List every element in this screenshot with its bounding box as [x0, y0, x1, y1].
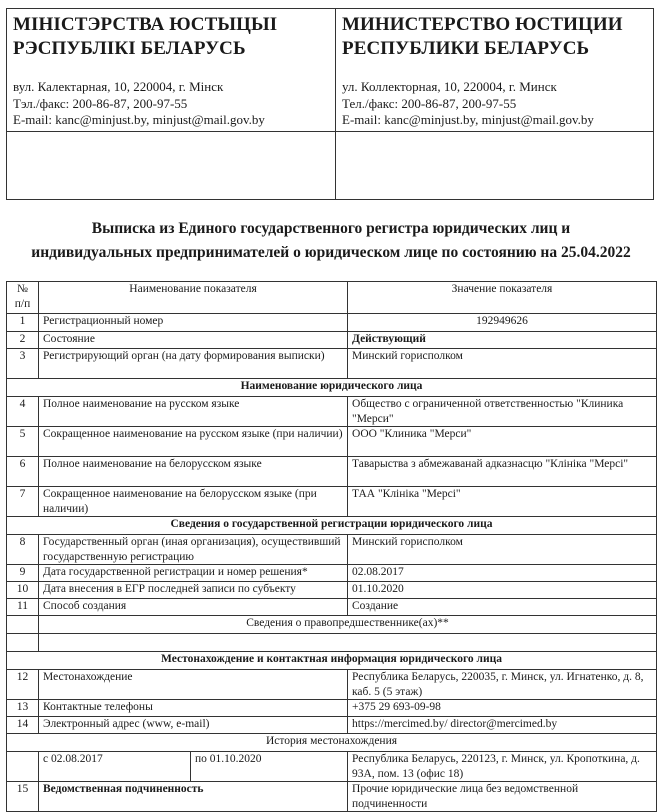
row-num: 11: [7, 599, 39, 616]
history-address: Республика Беларусь, 220123, г. Минск, ул. Кропоткина, д. 93А, пом. 13 (офис 18): [348, 752, 657, 782]
table-row: [7, 487, 657, 517]
row-name: Государственный орган (иная организация), осуществивший государственную регистрацию: [39, 535, 348, 565]
row-name: Местонахождение: [39, 670, 348, 700]
letterhead-belarusian-block: [7, 9, 335, 132]
table-row: [7, 535, 657, 565]
org-name-be-line1: МІНІСТЭРСТВА ЮСТЫЦЫІ: [13, 14, 278, 35]
row-value: 192949626: [348, 314, 657, 332]
row-num: 4: [7, 397, 39, 427]
org-name-ru-line2: РЕСПУБЛИКИ БЕЛАРУСЬ: [342, 38, 590, 59]
letterhead-russian-block: [336, 9, 653, 132]
table-row: [7, 717, 657, 734]
table-row: [7, 314, 657, 332]
phone-be: Тэл./факс: 200-86-87, 200-97-55: [13, 95, 188, 111]
row-num: 2: [7, 332, 39, 349]
section-heading-location: Местонахождение и контактная информация юридического лица: [7, 652, 657, 670]
table-row: [7, 700, 657, 717]
table-row: [7, 332, 657, 349]
email-be: E-mail: kanc@minjust.by, minjust@mail.gov.by: [13, 112, 265, 127]
row-num: 10: [7, 582, 39, 599]
row-num: 12: [7, 670, 39, 700]
org-name-ru-line1: МИНИСТЕРСТВО ЮСТИЦИИ: [342, 14, 623, 35]
phone-value: +375 29 693-09-98: [348, 700, 657, 717]
history-heading-row: [7, 734, 657, 752]
contacts-ru: [342, 79, 594, 129]
row-value: Минский горисполком: [348, 349, 657, 379]
predecessor-empty-value: [39, 634, 657, 652]
letterhead: [6, 8, 654, 200]
table-header-row: [7, 282, 657, 314]
row-num: 9: [7, 565, 39, 582]
table-row: [7, 670, 657, 700]
row-name: Состояние: [39, 332, 348, 349]
section-row: [7, 379, 657, 397]
row-value: Минский горисполком: [348, 535, 657, 565]
predecessor-row: [7, 616, 657, 634]
row-name: Полное наименование на русском языке: [39, 397, 348, 427]
row-num: 15: [7, 782, 39, 812]
row-num: 7: [7, 487, 39, 517]
email-ru: E-mail: kanc@minjust.by, minjust@mail.gov.by: [342, 112, 594, 127]
row-name: Сокращенное наименование на белорусском языке (при наличии): [39, 487, 348, 517]
row-name: Полное наименование на белорусском языке: [39, 457, 348, 487]
row-name: Контактные телефоны: [39, 700, 348, 717]
table-row: [7, 599, 657, 616]
table-row: [7, 349, 657, 379]
row-value: Таварыства з абмежаванай адказнасцю "Клініка "Мерсі": [348, 457, 657, 487]
row-value: ТАА "Клініка "Мерсі": [348, 487, 657, 517]
row-num-empty: [7, 616, 39, 634]
row-num: 5: [7, 427, 39, 457]
section-heading-name: Наименование юридического лица: [7, 379, 657, 397]
section-row: [7, 517, 657, 535]
row-value: Прочие юридические лица без ведомственной подчиненности: [348, 782, 657, 812]
row-name: Регистрирующий орган (на дату формирования выписки): [39, 349, 348, 379]
header-value: Значение показателя: [348, 282, 657, 314]
predecessor-empty-row: [7, 634, 657, 652]
row-num: 3: [7, 349, 39, 379]
letterhead-russian: [336, 9, 653, 199]
row-name: Способ создания: [39, 599, 348, 616]
row-num: 1: [7, 314, 39, 332]
row-name: Дата внесения в ЕГР последней записи по субъекту: [39, 582, 348, 599]
row-num: 14: [7, 717, 39, 734]
letterhead-belarusian: [7, 9, 336, 199]
section-row: [7, 652, 657, 670]
row-name: Ведомственная подчиненность: [39, 782, 348, 812]
row-value: 01.10.2020: [348, 582, 657, 599]
table-row: [7, 582, 657, 599]
table-row: [7, 457, 657, 487]
header-name: Наименование показателя: [39, 282, 348, 314]
registry-table: [6, 281, 657, 812]
document-title: [0, 217, 662, 265]
row-value: Республика Беларусь, 220035, г. Минск, ул. Игнатенко, д. 8, каб. 5 (5 этаж): [348, 670, 657, 700]
row-num: 13: [7, 700, 39, 717]
document-title-line2: индивидуальных предпринимателей о юридическом лице по состоянию на 25.04.2022: [31, 244, 631, 261]
address-ru: ул. Коллекторная, 10, 220004, г. Минск: [342, 79, 557, 94]
table-row: [7, 427, 657, 457]
row-num: 8: [7, 535, 39, 565]
row-value: Общество с ограниченной ответственностью "Клиника "Мерси": [348, 397, 657, 427]
status-value: Действующий: [348, 332, 657, 349]
contacts-be: [13, 79, 265, 129]
history-to: по 01.10.2020: [191, 752, 348, 782]
row-num-empty: [7, 634, 39, 652]
table-row: [7, 565, 657, 582]
section-heading-registration: Сведения о государственной регистрации юридического лица: [7, 517, 657, 535]
email-value: https://mercimed.by/ director@mercimed.by: [348, 717, 657, 734]
table-row: [7, 782, 657, 812]
predecessor-heading: Сведения о правопредшественнике(ах)**: [39, 616, 657, 634]
address-be: вул. Калектарная, 10, 220004, г. Мінск: [13, 79, 224, 94]
row-num: 6: [7, 457, 39, 487]
header-num: № п/п: [7, 282, 39, 314]
row-name: Регистрационный номер: [39, 314, 348, 332]
history-heading: История местонахождения: [7, 734, 657, 752]
history-from: с 02.08.2017: [39, 752, 191, 782]
row-name: Электронный адрес (www, e-mail): [39, 717, 348, 734]
row-value: 02.08.2017: [348, 565, 657, 582]
row-num-empty: [7, 752, 39, 782]
phone-ru: Тел./факс: 200-86-87, 200-97-55: [342, 95, 517, 111]
table-row: [7, 397, 657, 427]
row-value: Создание: [348, 599, 657, 616]
row-name: Дата государственной регистрации и номер решения*: [39, 565, 348, 582]
history-row: [7, 752, 657, 782]
org-name-be-line2: РЭСПУБЛІКІ БЕЛАРУСЬ: [13, 38, 246, 59]
document-title-line1: Выписка из Единого государственного регистра юридических лиц и: [91, 220, 571, 237]
row-value: ООО "Клиника "Мерси": [348, 427, 657, 457]
row-name: Сокращенное наименование на русском языке (при наличии): [39, 427, 348, 457]
